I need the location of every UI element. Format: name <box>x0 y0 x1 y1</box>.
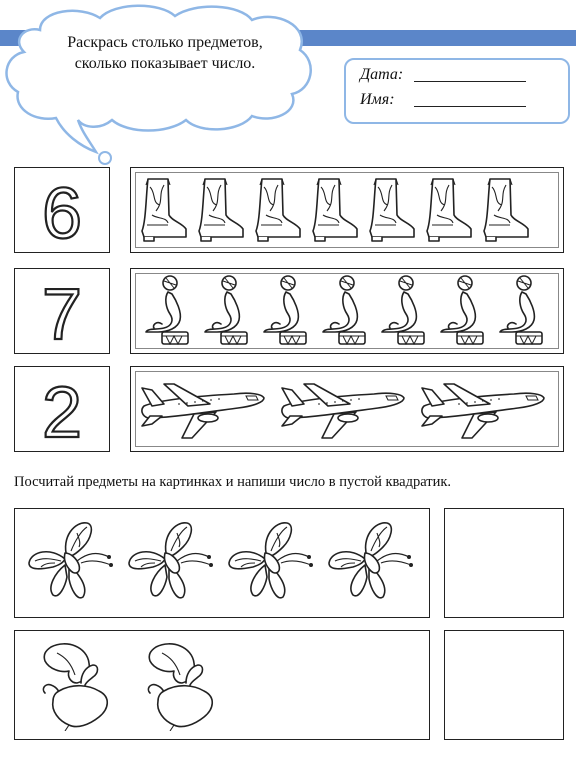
name-date-box <box>344 58 570 124</box>
circus-seal-icon[interactable] <box>378 274 430 353</box>
count-box-butterflies <box>14 508 430 618</box>
number-box-3 <box>14 366 110 452</box>
number-box-1 <box>14 167 110 253</box>
count-instruction: Посчитай предметы на картинках и напиши число в пустой квадратик. <box>14 474 452 490</box>
boots-strip <box>135 172 559 248</box>
picture-box-1 <box>130 167 564 253</box>
cowboy-boot-icon[interactable] <box>195 175 247 250</box>
date-line[interactable] <box>414 81 526 82</box>
name-row <box>360 91 395 109</box>
picture-box-3 <box>130 366 564 452</box>
circus-seal-icon[interactable] <box>201 274 253 353</box>
bubble-line-2: сколько показывает число. <box>74 55 256 72</box>
cowboy-boot-icon[interactable] <box>138 175 190 250</box>
butterfly-icon[interactable] <box>21 517 117 614</box>
cloud-text <box>30 32 300 74</box>
butterfly-icon[interactable] <box>321 517 417 614</box>
circus-seal-icon[interactable] <box>142 274 194 353</box>
number-2: 2 <box>41 373 83 451</box>
cowboy-boot-icon[interactable] <box>423 175 475 250</box>
name-label: Имя: <box>360 91 395 108</box>
circus-seal-icon[interactable] <box>260 274 312 353</box>
speech-cloud <box>0 0 320 175</box>
cowboy-boot-icon[interactable] <box>480 175 532 250</box>
bubble-line-1: Раскрась столько предметов, <box>67 34 263 51</box>
circus-seal-icon[interactable] <box>319 274 371 353</box>
number-6: 6 <box>41 174 83 252</box>
planes-strip <box>135 371 559 447</box>
butterfly-icon[interactable] <box>121 517 217 614</box>
number-7: 7 <box>41 275 83 353</box>
cowboy-boot-icon[interactable] <box>309 175 361 250</box>
name-line[interactable] <box>414 106 526 107</box>
picture-box-2 <box>130 268 564 354</box>
beet-icon[interactable] <box>37 639 133 736</box>
number-box-2 <box>14 268 110 354</box>
circus-seal-icon[interactable] <box>437 274 489 353</box>
answer-box-1[interactable] <box>444 508 564 618</box>
date-label: Дата: <box>360 66 404 83</box>
seals-strip <box>135 273 559 349</box>
date-row <box>360 66 403 84</box>
airplane-icon[interactable] <box>138 376 268 451</box>
airplane-icon[interactable] <box>418 376 548 451</box>
answer-box-2[interactable] <box>444 630 564 740</box>
butterfly-icon[interactable] <box>221 517 317 614</box>
cowboy-boot-icon[interactable] <box>366 175 418 250</box>
circus-seal-icon[interactable] <box>496 274 548 353</box>
cowboy-boot-icon[interactable] <box>252 175 304 250</box>
beet-icon[interactable] <box>142 639 238 736</box>
airplane-icon[interactable] <box>278 376 408 451</box>
count-box-beets <box>14 630 430 740</box>
